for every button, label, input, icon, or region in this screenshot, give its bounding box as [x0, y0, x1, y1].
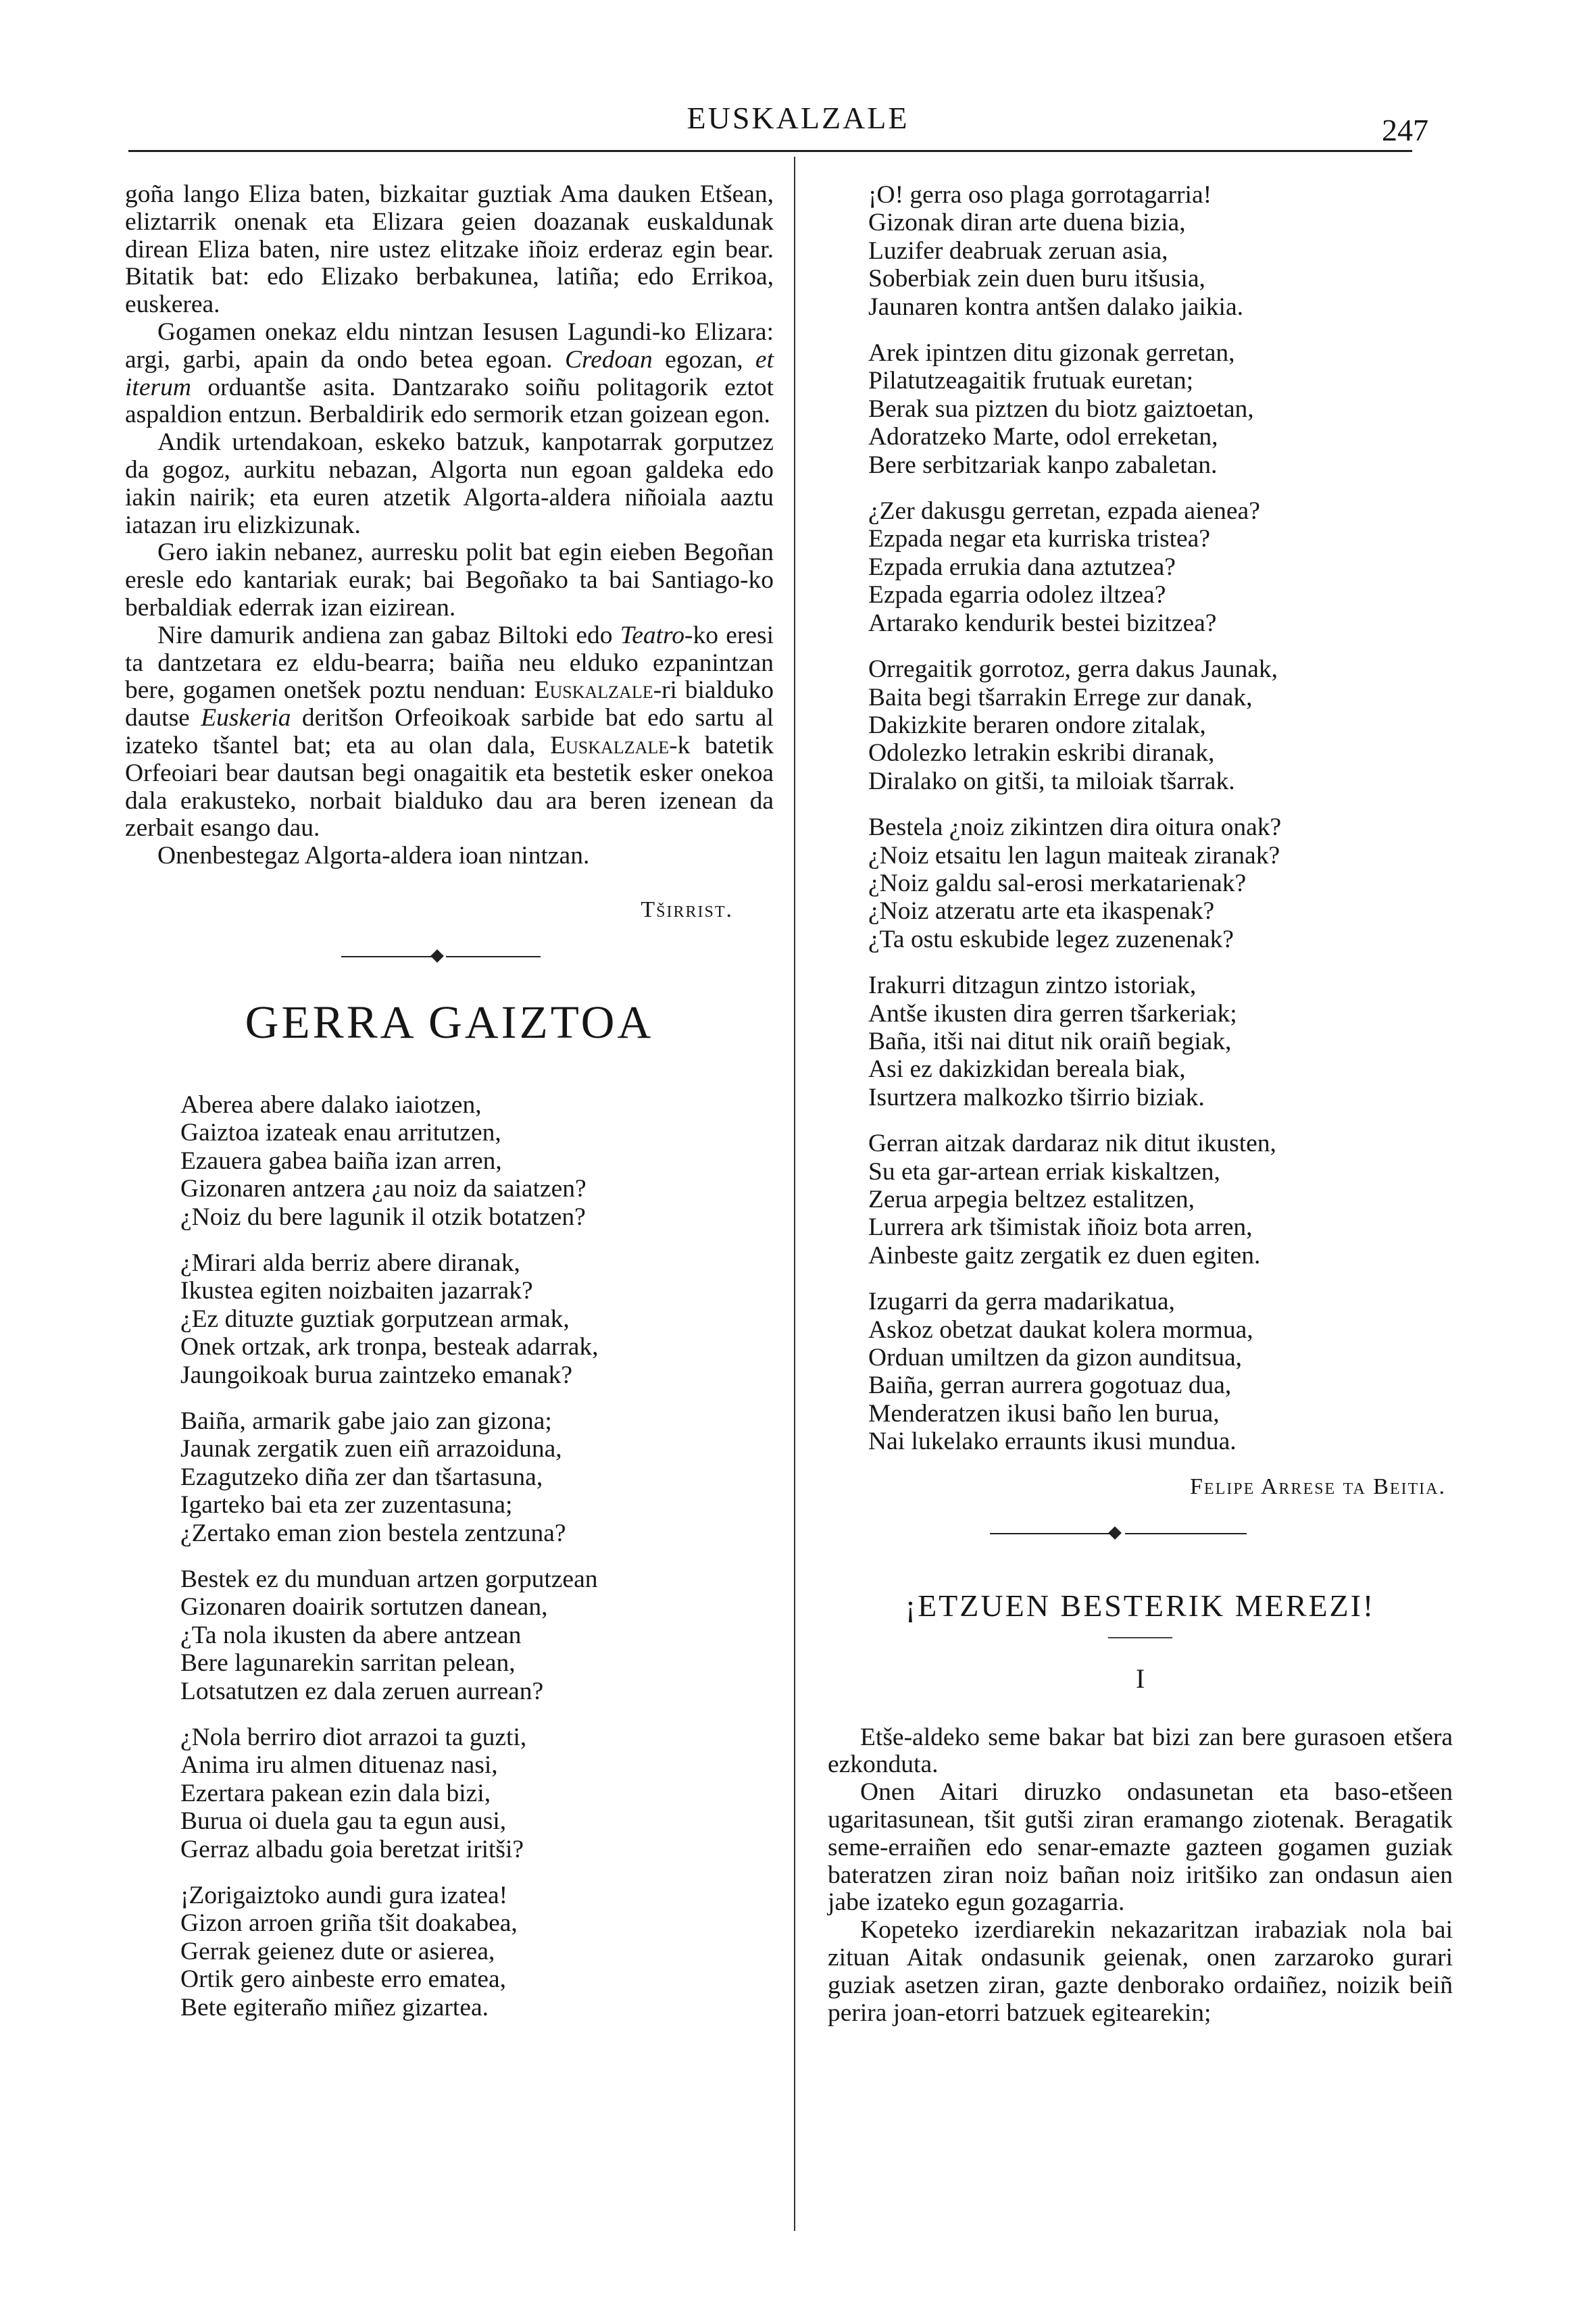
- verse-line: Bere serbitzariak kanpo zabaletan.: [868, 451, 1218, 479]
- right-column: [828, 181, 1453, 2027]
- verse-line: Zerua arpegia beltzez estalitzen,: [868, 1186, 1195, 1213]
- verse-line: Anima iru almen dituenaz nasi,: [180, 1751, 498, 1780]
- stanza: [868, 497, 1453, 637]
- verse-line: Orduan umiltzen da gizon aunditsua,: [868, 1344, 1242, 1372]
- stanza: [868, 339, 1453, 479]
- ornament-line-left: [990, 1533, 1112, 1534]
- verse-line: Adoratzeko Marte, odol erreketan,: [868, 423, 1218, 451]
- paragraph: [125, 539, 774, 622]
- ornament-diamond: [1108, 1526, 1122, 1540]
- verse-line: ¿Ez dituzte guztiak gorputzean armak,: [180, 1305, 570, 1333]
- verse-line: Igarteko bai eta zer zuzentasuna;: [180, 1491, 513, 1519]
- verse-line: Lotsatutzen ez dala zeruen aurrean?: [180, 1677, 544, 1705]
- running-header-title: EUSKALZALE: [687, 101, 909, 135]
- verse-line: Burua oi duela gau ta egun ausi,: [180, 1807, 507, 1836]
- text-run: deritšon Orfeoikoak sarbide bat edo sartu al izateko tšantel bat; eta au olan dala,: [125, 704, 774, 759]
- text-run: Euskeria: [201, 704, 291, 732]
- verse-line: ¿Noiz etsaitu len lagun maiteak ziranak?: [868, 841, 1280, 870]
- verse-line: Dakizkite beraren ondore zitalak,: [868, 711, 1206, 739]
- verse-line: Artarako kendurik bestei bizitzea?: [868, 609, 1217, 637]
- ornament-line-right: [1125, 1533, 1247, 1534]
- verse-line: ¿Ta ostu eskubide legez zuzenenak?: [868, 925, 1234, 953]
- verse-line: Su eta gar-artean erriak kiskaltzen,: [868, 1157, 1220, 1186]
- text-run: Credoan: [564, 345, 653, 374]
- verse-line: Arek ipintzen ditu gizonak gerretan,: [868, 339, 1235, 368]
- verse-line: ¿Mirari alda berriz abere diranak,: [180, 1249, 520, 1277]
- paragraph: [828, 1779, 1453, 1917]
- paragraph: [125, 622, 774, 842]
- text-run: Euskalzale: [534, 676, 653, 705]
- verse-line: ¿Nola berriro diot arrazoi ta guzti,: [180, 1724, 527, 1752]
- ornament-divider-right: [828, 1520, 1453, 1547]
- paragraph: [125, 319, 774, 429]
- verse-line: Ezagutzeko diña zer dan tšartasuna,: [180, 1463, 543, 1491]
- verse-line: Ezpada egarria odolez iltzea?: [868, 581, 1166, 609]
- verse-line: Jaunak zergatik zuen eiñ arrazoiduna,: [180, 1435, 562, 1463]
- column-divider: [794, 157, 795, 2231]
- intro-text: [125, 181, 774, 870]
- text-run: -k batetik Orfeoiari bear dautsan begi onagaitik eta bestetik esker onekoa dala erakusteko, norbait bialduko dau ara beren izenean da zerbait esango dau.: [125, 731, 774, 842]
- text-run: Kopeteko izerdiarekin nekazaritzan irabaziak nola bai zituan Aitak ondasunik geienak, onen zarzaroko gurari guziak asetzen ziran, gazte denborako ordaiñez, noizik beiñ perira joan-etorri batzuek egitearekin;: [828, 1916, 1453, 2027]
- verse-line: Gizon arroen griña tšit doakabea,: [180, 1909, 518, 1938]
- verse-line: Ainbeste gaitz zergatik ez duen egiten.: [868, 1241, 1261, 1269]
- header-rule: [128, 150, 1412, 152]
- verse-line: Antše ikusten dira gerren tšarkeriak;: [868, 999, 1237, 1028]
- verse-line: Onek ortzak, ark tronpa, besteak adarrak,: [180, 1333, 599, 1361]
- stanza: [868, 813, 1453, 953]
- text-run: Etše-aldeko seme bakar bat bizi zan bere gurasoen etšera ezkonduta.: [828, 1723, 1453, 1779]
- ornament-divider: [125, 943, 774, 970]
- article-title: GERRA GAIZTOA: [245, 996, 654, 1048]
- verse-line: Jaunaren kontra antšen dalako jaikia.: [868, 293, 1243, 321]
- intro-signature: Tširrist.: [641, 897, 733, 922]
- ornament-line-left: [341, 956, 436, 957]
- verse-line: Gizonak diran arte duena bizia,: [868, 209, 1186, 237]
- text-run: Nire damurik andiena zan gabaz Biltoki edo: [157, 621, 620, 649]
- verse-line: Gizonaren doairik sortutzen danean,: [180, 1593, 548, 1621]
- text-run: goña lango Eliza baten, bizkaitar guztiak Ama dauken Etšean, eliztarrik onenak eta Elizara geien doazanak euskaldunak direan Eliza baten, nire ustez elitzake iñoiz erderaz egin bear. Bitatik bat: edo Elizako berbakunea, latiña; edo Errikoa, euskerea.: [125, 180, 774, 319]
- stanza: [868, 1288, 1453, 1455]
- verse-line: Askoz obetzat daukat kolera mormua,: [868, 1315, 1253, 1344]
- stanza: [180, 1249, 774, 1389]
- text-run: -ri bialduko dautse: [125, 676, 774, 732]
- stanza: [868, 1130, 1453, 1269]
- verse-line: ¿Ta nola ikusten da abere antzean: [180, 1621, 522, 1649]
- text-run: Onenbestegaz Algorta-aldera ioan nintzan.: [157, 842, 590, 870]
- verse-line: Baiña, armarik gabe jaio zan gizona;: [180, 1407, 552, 1435]
- verse-line: Ezpada negar eta kurriska tristea?: [868, 525, 1210, 553]
- text-run: Onen Aitari diruzko ondasunetan eta baso-etšeen ugaritasunean, tšit gutši ziran eramango ziotenak. Beragatik seme-erraiñen edo senar-emazte gazteen gogamen guziak bateratzen ziran noiz bañan noiz iritšiko zan ondasun aien jabe izateko egun gozagarria.: [828, 1778, 1453, 1917]
- verse-line: Irakurri ditzagun zintzo istoriak,: [868, 972, 1197, 1000]
- verse-line: Gerrak geienez dute or asierea,: [180, 1937, 495, 1965]
- verse-line: Berak sua piztzen du biotz gaiztoetan,: [868, 395, 1254, 423]
- verse-line: Ezertara pakean ezin dala bizi,: [180, 1779, 491, 1807]
- ornament-line-right: [446, 956, 541, 957]
- verse-line: ¿Zer dakusgu gerretan, ezpada aienea?: [868, 497, 1260, 526]
- verse-line: ¡Zorigaiztoko aundi gura izatea!: [180, 1882, 508, 1910]
- verse-line: Isurtzera malkozko tširrio biziak.: [868, 1083, 1205, 1111]
- verse-line: Gizonaren antzera ¿au noiz da saiatzen?: [180, 1175, 587, 1203]
- verse-line: Ikustea egiten noizbaiten jazarrak?: [180, 1277, 533, 1305]
- text-run: -ko eresi ta dantzetara ez eldu-bearra; baiña neu elduko ezpanintzan bere, gogamen onetšek poztu nenduan:: [125, 621, 774, 705]
- section-title: ¡ETZUEN BESTERIK MEREZI!: [905, 1588, 1376, 1623]
- stanza: [180, 1882, 774, 2021]
- paragraph: [125, 429, 774, 539]
- text-run: Euskalzale: [550, 731, 670, 759]
- verse-line: Baiña, gerran aurrera gogotuaz dua,: [868, 1372, 1232, 1400]
- verse-line: ¡O! gerra oso plaga gorrotagarria!: [868, 181, 1212, 209]
- verse-line: Nai lukelako erraunts ikusi mundua.: [868, 1428, 1237, 1456]
- verse-line: Odolezko letrakin eskribi diranak,: [868, 739, 1215, 768]
- poem-gerra-gaiztoa: [125, 1091, 774, 2021]
- verse-line: Asi ez dakizkidan bereala biak,: [868, 1055, 1186, 1084]
- verse-line: Bere lagunarekin sarritan pelean,: [180, 1649, 516, 1678]
- verse-line: ¿Noiz galdu sal-erosi merkatarienak?: [868, 869, 1247, 897]
- verse-line: Menderatzen ikusi baño len burua,: [868, 1399, 1220, 1428]
- paragraph: [125, 181, 774, 319]
- section-rule: [1108, 1637, 1172, 1638]
- verse-line: Diralako on gitši, ta miloiak tšarrak.: [868, 767, 1235, 795]
- text-run: egozan,: [652, 345, 755, 374]
- text-run: orduantše asita. Dantzarako soiñu politagorik eztot aspaldion entzun. Berbaldirik edo sermorik etzan goizean egon.: [125, 373, 774, 429]
- poem-signature: Felipe Arrese ta Beitia.: [1190, 1474, 1446, 1499]
- verse-line: Gaiztoa izateak enau arritutzen,: [180, 1119, 501, 1147]
- section-text: [828, 1724, 1453, 2028]
- paragraph: [125, 842, 774, 870]
- stanza: [868, 181, 1453, 321]
- stanza: [180, 1091, 774, 1231]
- verse-line: Aberea abere dalako iaiotzen,: [180, 1090, 482, 1119]
- text-run: Gero iakin nebanez, aurresku polit bat egin eieben Begoñan eresle edo kantariak eurak; bai Begoñako ta bai Santiago-ko berbaldiak ederrak izan eizirean.: [125, 538, 774, 622]
- verse-line: Ezpada errukia dana aztutzea?: [868, 553, 1176, 581]
- verse-line: Ortik gero ainbeste erro ematea,: [180, 1965, 507, 1994]
- paragraph: [828, 1724, 1453, 1780]
- page-number: 247: [1382, 113, 1428, 147]
- verse-line: Baña, itši nai ditut nik oraiñ begiak,: [868, 1027, 1232, 1055]
- stanza: [180, 1724, 774, 1863]
- text-run: et iterum: [125, 345, 774, 401]
- verse-line: Jaungoikoak burua zaintzeko emanak?: [180, 1361, 572, 1389]
- verse-line: ¿Noiz atzeratu arte eta ikaspenak?: [868, 897, 1215, 926]
- verse-line: Gerran aitzak dardaraz nik ditut ikusten,: [868, 1130, 1276, 1158]
- verse-line: Bete egiteraño miñez gizartea.: [180, 1993, 489, 2021]
- verse-line: Pilatutzeagaitik frutuak euretan;: [868, 367, 1194, 395]
- verse-line: Orregaitik gorrotoz, gerra dakus Jaunak,: [868, 655, 1278, 684]
- text-run: Teatro: [620, 621, 684, 649]
- ornament-diamond: [430, 949, 444, 963]
- stanza: [180, 1565, 774, 1705]
- poem-continued: [828, 181, 1453, 1456]
- stanza: [868, 972, 1453, 1111]
- paragraph: [828, 1917, 1453, 2027]
- section-number: I: [1135, 1663, 1145, 1694]
- verse-line: ¿Noiz du bere lagunik il otzik botatzen?: [180, 1203, 586, 1231]
- left-column: [125, 181, 774, 2040]
- verse-line: Lurrera ark tšimistak iñoiz bota arren,: [868, 1213, 1253, 1242]
- verse-line: Soberbiak zein duen buru itšusia,: [868, 265, 1205, 293]
- text-run: Gogamen onekaz eldu nintzan Iesusen Lagundi-ko Elizara: argi, garbi, apain da ondo betea egoan.: [125, 318, 774, 374]
- verse-line: Bestek ez du munduan artzen gorputzean: [180, 1565, 598, 1594]
- verse-line: ¿Zertako eman zion bestela zentzuna?: [180, 1519, 566, 1547]
- stanza: [868, 655, 1453, 795]
- verse-line: Ezauera gabea baiña izan arren,: [180, 1147, 502, 1175]
- verse-line: Gerraz albadu goia beretzat iritši?: [180, 1835, 524, 1863]
- verse-line: Luzifer deabruak zeruan asia,: [868, 236, 1168, 265]
- text-run: Andik urtendakoan, eskeko batzuk, kanpotarrak gorputzez da gogoz, aurkitu nebazan, Algorta nun egoan galdeka edo iakin nairik; eta euren atzetik Algorta-aldera niñoiala aaztu iatazan iru elizkizunak.: [125, 428, 774, 539]
- verse-line: Baita begi tšarrakin Errege zur danak,: [868, 683, 1253, 711]
- verse-line: Izugarri da gerra madarikatua,: [868, 1288, 1175, 1316]
- stanza: [180, 1407, 774, 1547]
- verse-line: Bestela ¿noiz zikintzen dira oitura onak?: [868, 813, 1282, 842]
